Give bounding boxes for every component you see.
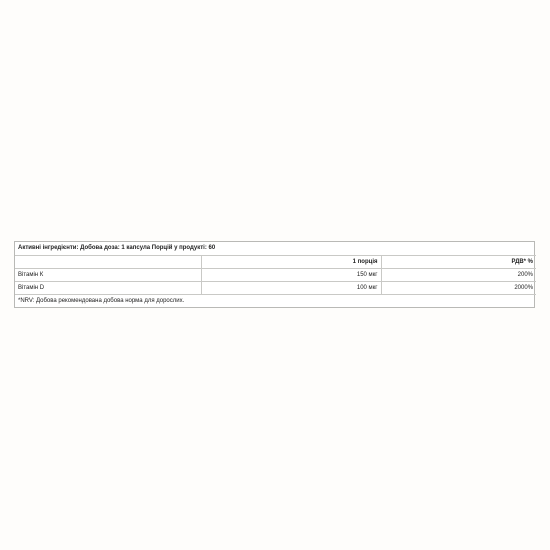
table-header-row (15, 255, 536, 268)
table-row (15, 268, 536, 281)
table-title-row (15, 242, 536, 255)
header-name-cell (15, 255, 201, 268)
nutrition-facts-panel (14, 241, 535, 308)
ingredient-name: Вітамін D (15, 281, 201, 294)
ingredient-amount: 100 мкг (201, 281, 381, 294)
ingredient-rdv: 200% (381, 268, 536, 281)
header-portion-cell: 1 порція (201, 255, 381, 268)
ingredient-amount: 150 мкг (201, 268, 381, 281)
ingredient-name: Вітамін К (15, 268, 201, 281)
header-rdv-cell: РДВ* % (381, 255, 536, 268)
ingredients-table (15, 242, 536, 307)
ingredient-rdv: 2000% (381, 281, 536, 294)
table-row (15, 281, 536, 294)
table-title: Активні інгредієнти: Добова доза: 1 капсула Порцій у продукті: 60 (15, 242, 536, 255)
table-footnote-row (15, 294, 536, 307)
table-footnote: *NRV: Добова рекомендована добова норма для дорослих. (15, 294, 536, 307)
